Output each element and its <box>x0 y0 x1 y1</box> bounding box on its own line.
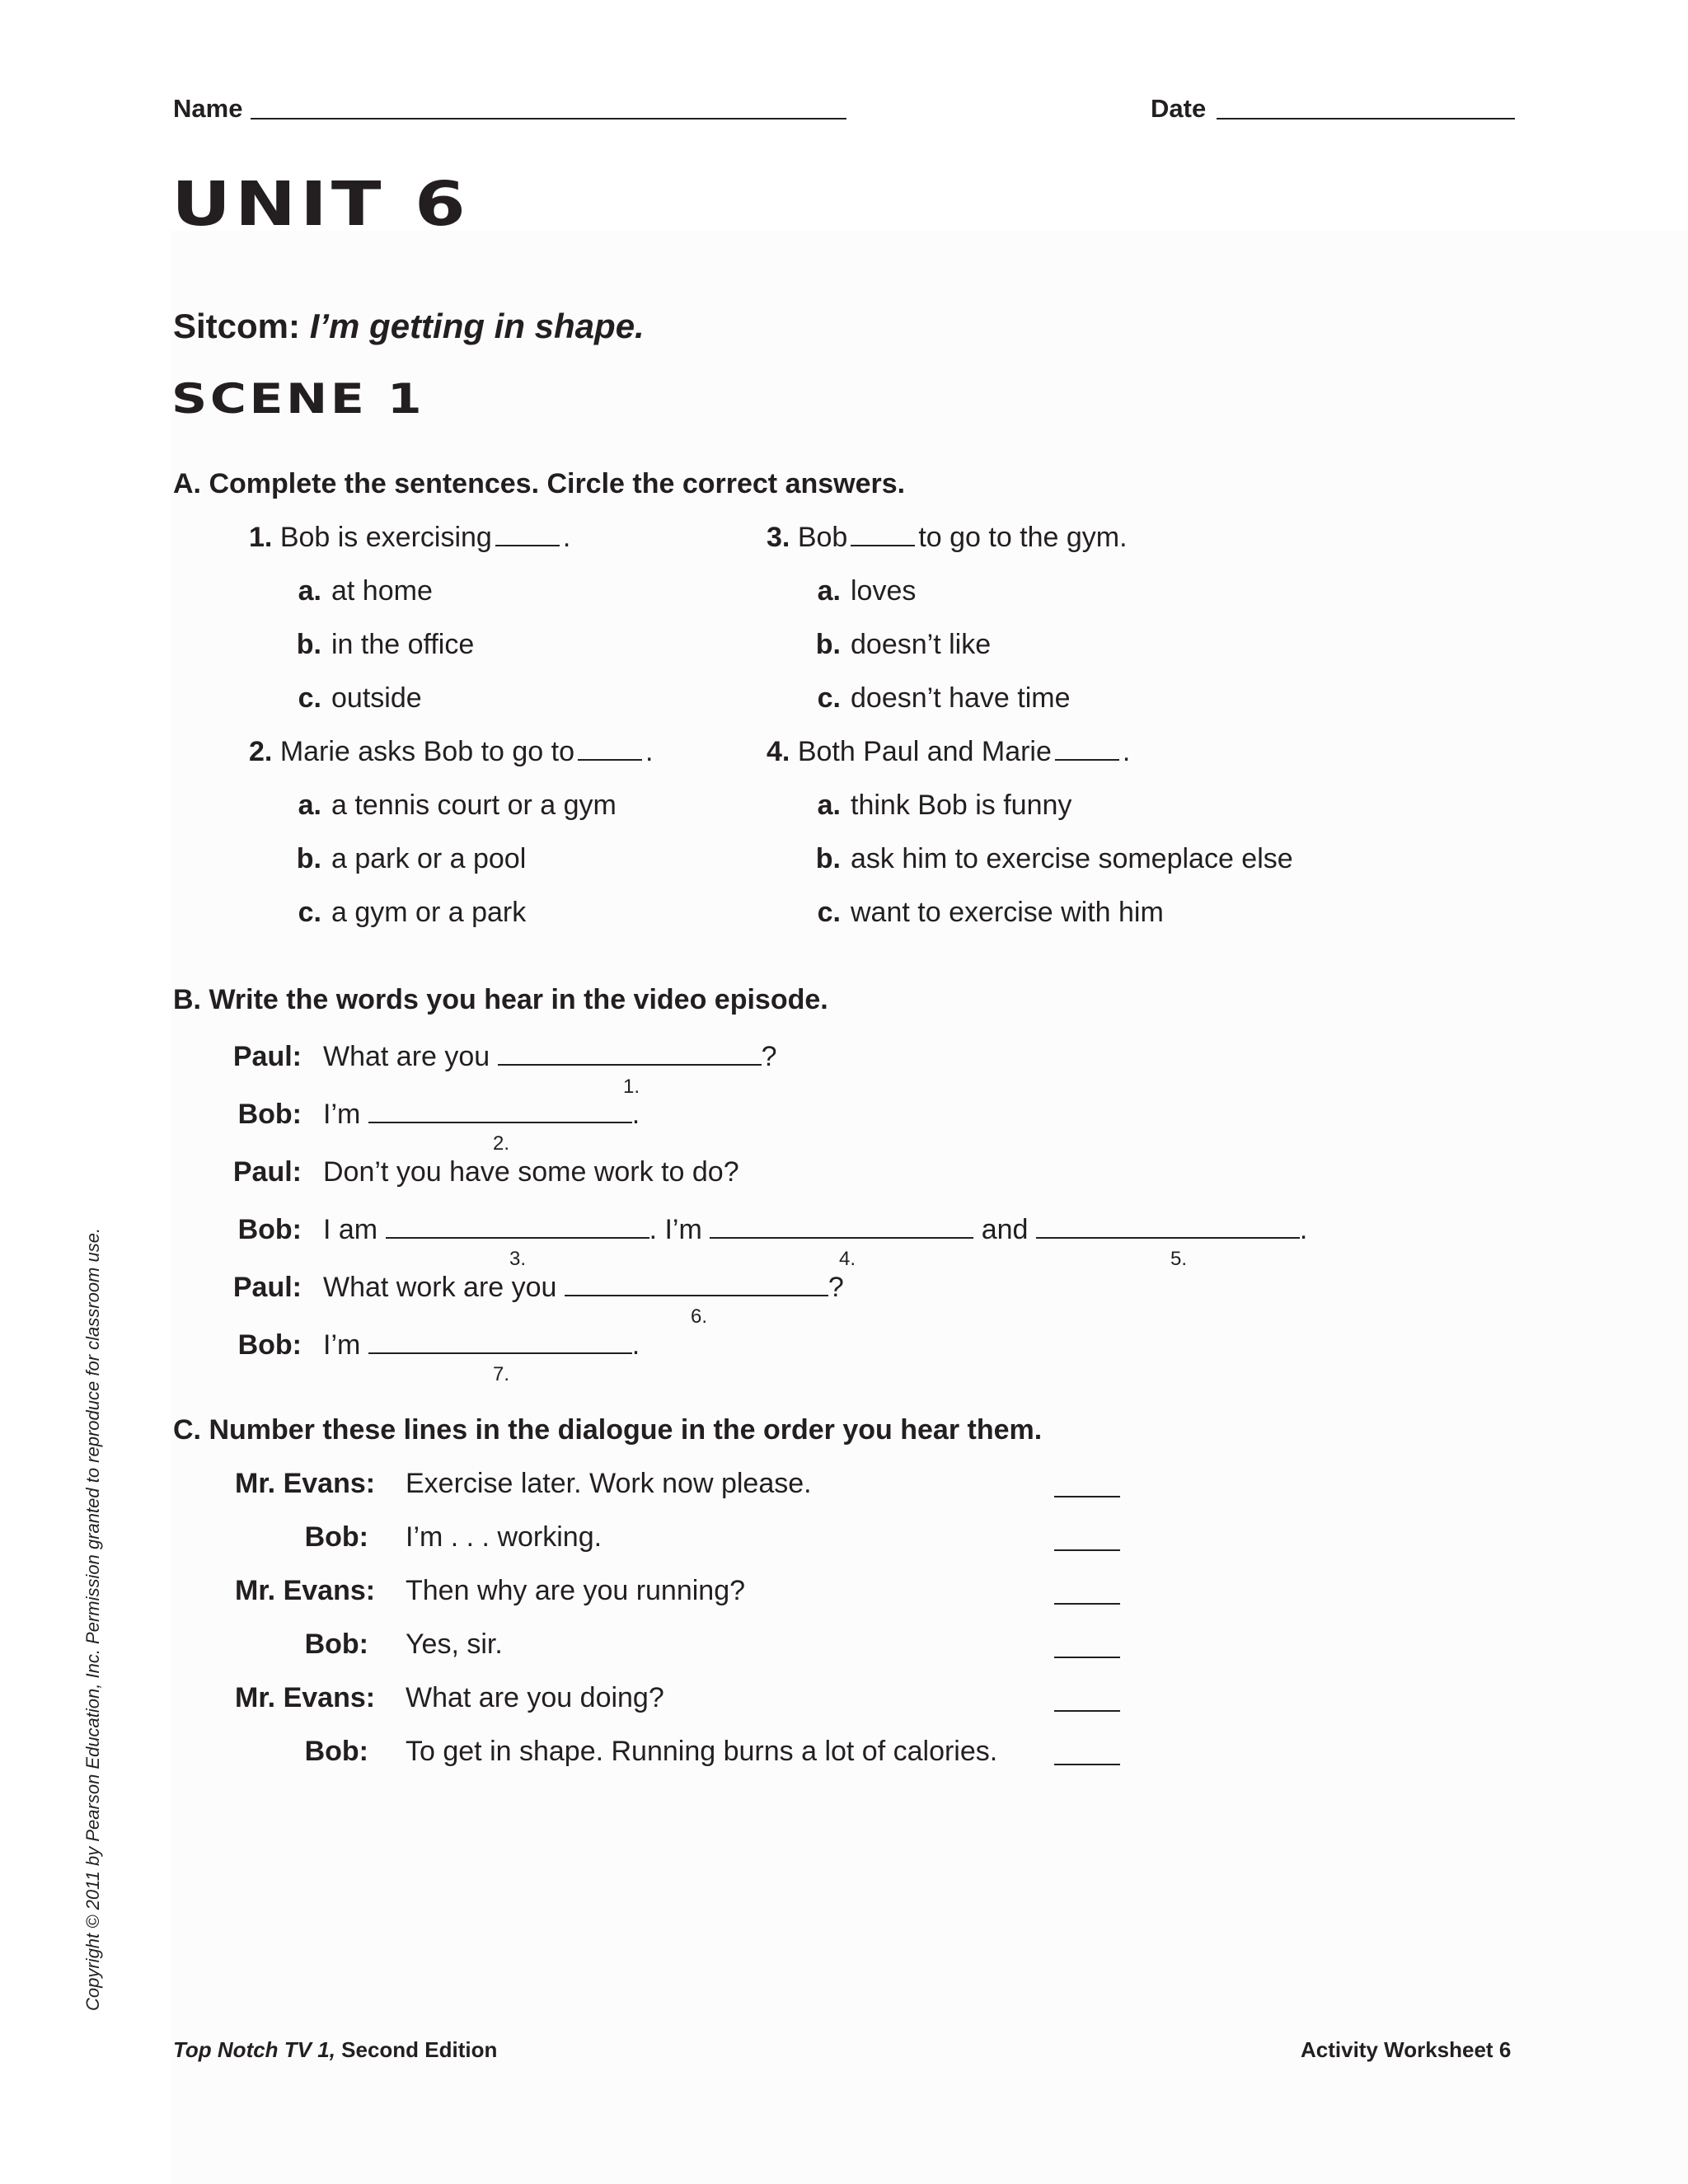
blank-number: 2. <box>493 1132 510 1155</box>
answer-blank[interactable] <box>851 545 915 546</box>
section-a-title: A. Complete the sentences. Circle the correct answers. <box>173 468 906 499</box>
dialogue-line: Yes, sir. <box>406 1629 503 1660</box>
speaker-label: Bob: <box>304 1736 368 1767</box>
blank-number: 1. <box>623 1076 640 1098</box>
word-blank-3[interactable] <box>386 1214 649 1239</box>
question-3-option-c[interactable]: c. doesn’t have time <box>817 682 1071 714</box>
speaker-label: Bob: <box>304 1521 368 1553</box>
question-4: 4. Both Paul and Marie . <box>767 736 1131 767</box>
dialogue-line: I am . I’m and . <box>323 1214 1308 1245</box>
blank-number: 7. <box>493 1363 510 1385</box>
dialogue-line: What are you doing? <box>406 1682 664 1713</box>
sitcom-heading <box>173 307 645 346</box>
sitcom-title: I’m getting in shape. <box>309 307 645 345</box>
order-blank[interactable] <box>1054 1549 1120 1551</box>
speaker-label: Bob: <box>237 1214 302 1245</box>
question-1-option-c[interactable]: c. outside <box>298 682 422 714</box>
section-c-title: C. Number these lines in the dialogue in the order you hear them. <box>173 1414 1043 1446</box>
question-2-option-b[interactable]: b. a park or a pool <box>296 843 527 874</box>
question-3-option-a[interactable]: a. loves <box>817 575 917 607</box>
blank-number: 3. <box>509 1248 527 1270</box>
dialogue-line: Don’t you have some work to do? <box>323 1156 739 1188</box>
order-blank[interactable] <box>1054 1496 1120 1497</box>
question-2-option-c[interactable]: c. a gym or a park <box>298 897 527 928</box>
question-2-option-a[interactable]: a. a tennis court or a gym <box>298 790 617 821</box>
question-1-option-b[interactable]: b. in the office <box>296 629 475 660</box>
dialogue-line: Exercise later. Work now please. <box>406 1468 812 1499</box>
question-2: 2. Marie asks Bob to go to . <box>249 736 654 767</box>
section-b-title: B. Write the words you hear in the video episode. <box>173 984 828 1015</box>
dialogue-line: To get in shape. Running burns a lot of calories. <box>406 1736 998 1767</box>
speaker-label: Mr. Evans: <box>235 1575 376 1606</box>
blank-number: 5. <box>1170 1248 1188 1270</box>
question-3: 3. Bob to go to the gym. <box>767 522 1128 553</box>
answer-blank[interactable] <box>578 759 642 761</box>
dialogue-line: Then why are you running? <box>406 1575 746 1606</box>
speaker-label: Paul: <box>232 1272 302 1303</box>
speaker-label: Mr. Evans: <box>235 1468 376 1499</box>
blank-number: 6. <box>691 1305 708 1328</box>
blank-number: 4. <box>839 1248 856 1270</box>
date-label: Date <box>1151 94 1207 123</box>
dialogue-line: I’m . <box>323 1329 640 1361</box>
question-3-option-b[interactable]: b. doesn’t like <box>815 629 992 660</box>
word-blank-5[interactable] <box>1036 1214 1300 1239</box>
question-1-option-a[interactable]: a. at home <box>298 575 433 607</box>
answer-blank[interactable] <box>495 545 560 546</box>
speaker-label: Bob: <box>237 1329 302 1361</box>
order-blank[interactable] <box>1054 1657 1120 1658</box>
speaker-label: Paul: <box>232 1041 302 1072</box>
word-blank-2[interactable] <box>368 1099 632 1123</box>
order-blank[interactable] <box>1054 1764 1120 1765</box>
answer-blank[interactable] <box>1055 759 1119 761</box>
date-field[interactable] <box>1217 118 1515 120</box>
question-4-option-a[interactable]: a. think Bob is funny <box>817 790 1072 821</box>
speaker-label: Bob: <box>237 1099 302 1130</box>
word-blank-1[interactable] <box>498 1041 762 1066</box>
word-blank-7[interactable] <box>368 1329 632 1354</box>
footer-worksheet-label: Activity Worksheet 6 <box>1301 2037 1512 2062</box>
dialogue-line: What are you ? <box>323 1041 777 1072</box>
speaker-label: Paul: <box>232 1156 302 1188</box>
name-label: Name <box>173 94 243 123</box>
dialogue-line: What work are you ? <box>323 1272 844 1303</box>
sitcom-label: Sitcom: <box>173 307 301 345</box>
order-blank[interactable] <box>1054 1603 1120 1605</box>
question-4-option-c[interactable]: c. want to exercise with him <box>817 897 1164 928</box>
copyright-notice: Copyright © 2011 by Pearson Education, Inc. Permission granted to reproduce for classroom use. <box>82 1227 103 2011</box>
dialogue-line: I’m . <box>323 1099 640 1130</box>
footer-book-title: Top Notch TV 1, Second Edition <box>173 2037 498 2062</box>
speaker-label: Mr. Evans: <box>235 1682 376 1713</box>
question-1: 1. Bob is exercising . <box>249 522 571 553</box>
word-blank-6[interactable] <box>565 1272 828 1296</box>
question-4-option-b[interactable]: b. ask him to exercise someplace else <box>815 843 1293 874</box>
name-field[interactable] <box>251 118 846 120</box>
dialogue-line: I’m . . . working. <box>406 1521 603 1553</box>
order-blank[interactable] <box>1054 1710 1120 1712</box>
unit-title: UNIT 6 <box>171 169 470 240</box>
speaker-label: Bob: <box>304 1629 368 1660</box>
word-blank-4[interactable] <box>710 1214 973 1239</box>
scene-title: SCENE 1 <box>171 375 425 423</box>
